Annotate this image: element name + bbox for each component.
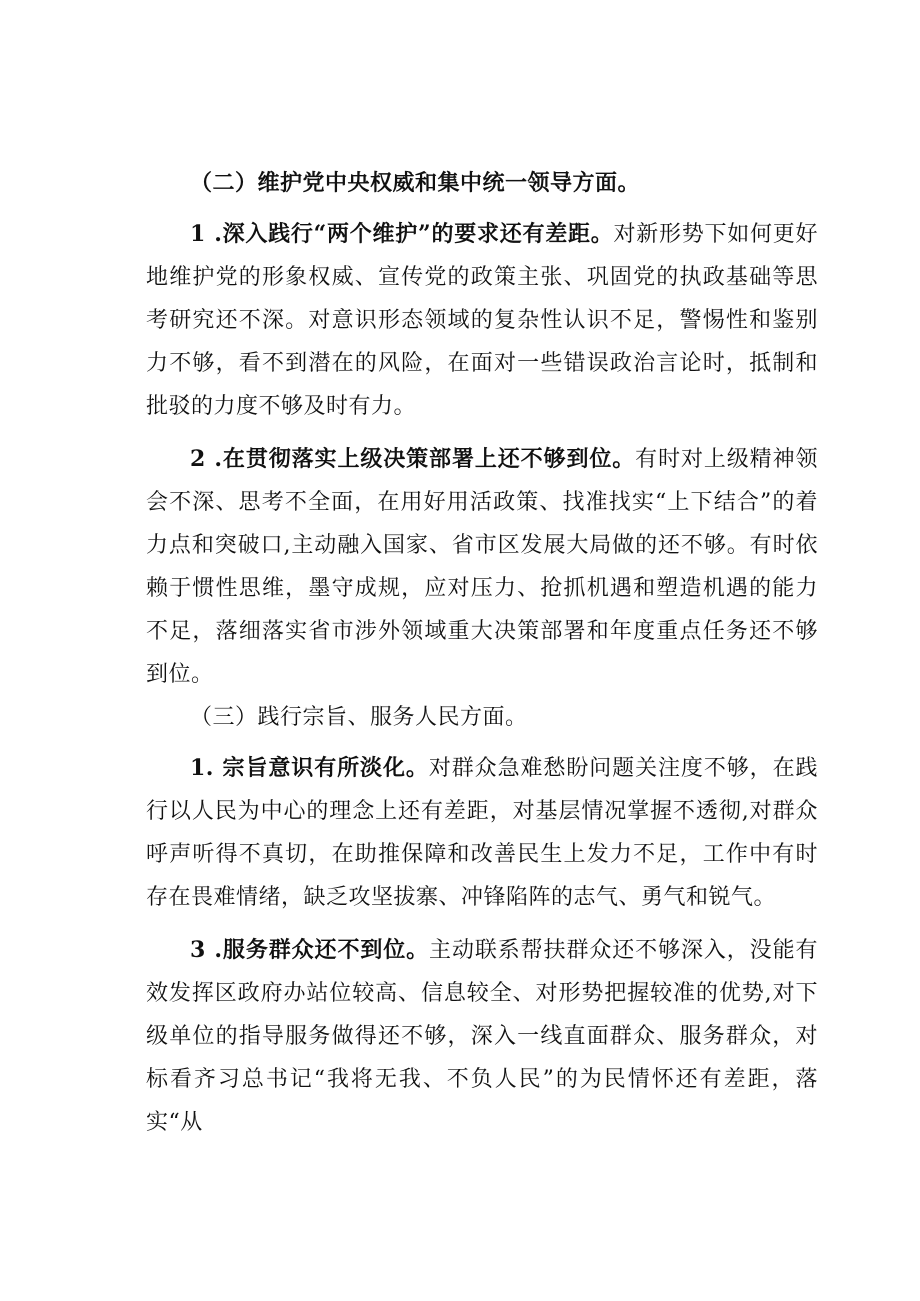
section-2-item-1-body: 对新形势下如何更好地维护党的形象权威、宣传党的政策主张、巩固党的执政基础等思考研究还不深。对意识形态领域的复杂性认识不足，警惕性和鉴别力不够，看不到潜在的风险，在面对一些错误政治言论时，抵制和批驳的力度不够及时有力。 [146, 222, 818, 419]
section-2-item-2-body: 有时对上级精神领会不深、思考不全面，在用好用活政策、找准找实“上下结合”的着力点和突破口,主动融入国家、省市区发展大局做的还不够。有时依赖于惯性思维，墨守成规，应对压力、抢抓机遇和塑造机遇的能力不足，落细落实省市涉外领域重大决策部署和年度重点任务还不够到位。 [146, 447, 818, 687]
section-3-heading [146, 696, 818, 739]
section-2-item-1-title: 1 .深入践行“两个维护”的要求还有差距。 [190, 221, 614, 247]
section-2-item-2-title: 2 .在贯彻落实上级决策部署上还不够到位。 [190, 446, 636, 472]
section-2-item-1 [146, 213, 818, 428]
section-3-item-3 [146, 929, 818, 1144]
section-3-item-1 [146, 747, 818, 919]
section-2-heading [146, 162, 818, 205]
section-3-item-3-body: 主动联系帮扶群众还不够深入，没能有效发挥区政府办站位较高、信息较全、对形势把握较准的优势,对下级单位的指导服务做得还不够，深入一线直面群众、服务群众，对标看齐习总书记“我将无我、不负人民”的为民情怀还有差距，落实“从 [146, 938, 818, 1135]
section-3-item-1-body: 对群众急难愁盼问题关注度不够，在践行以人民为中心的理念上还有差距，对基层情况掌握不透彻,对群众呼声听得不真切，在助推保障和改善民生上发力不足，工作中有时存在畏难情绪，缺乏攻坚拔寨、冲锋陷阵的志气、勇气和锐气。 [146, 756, 818, 910]
section-3-item-1-title: 1. 宗旨意识有所淡化。 [190, 755, 429, 781]
section-3-heading-text: （三）践行宗旨、服务人民方面。 [190, 705, 528, 730]
section-3-item-3-title: 3 .服务群众还不到位。 [190, 937, 430, 963]
document-body [146, 162, 818, 1144]
section-2-heading-text: （二）维护党中央权威和集中统一领导方面。 [190, 170, 641, 196]
section-2-item-2 [146, 438, 818, 696]
